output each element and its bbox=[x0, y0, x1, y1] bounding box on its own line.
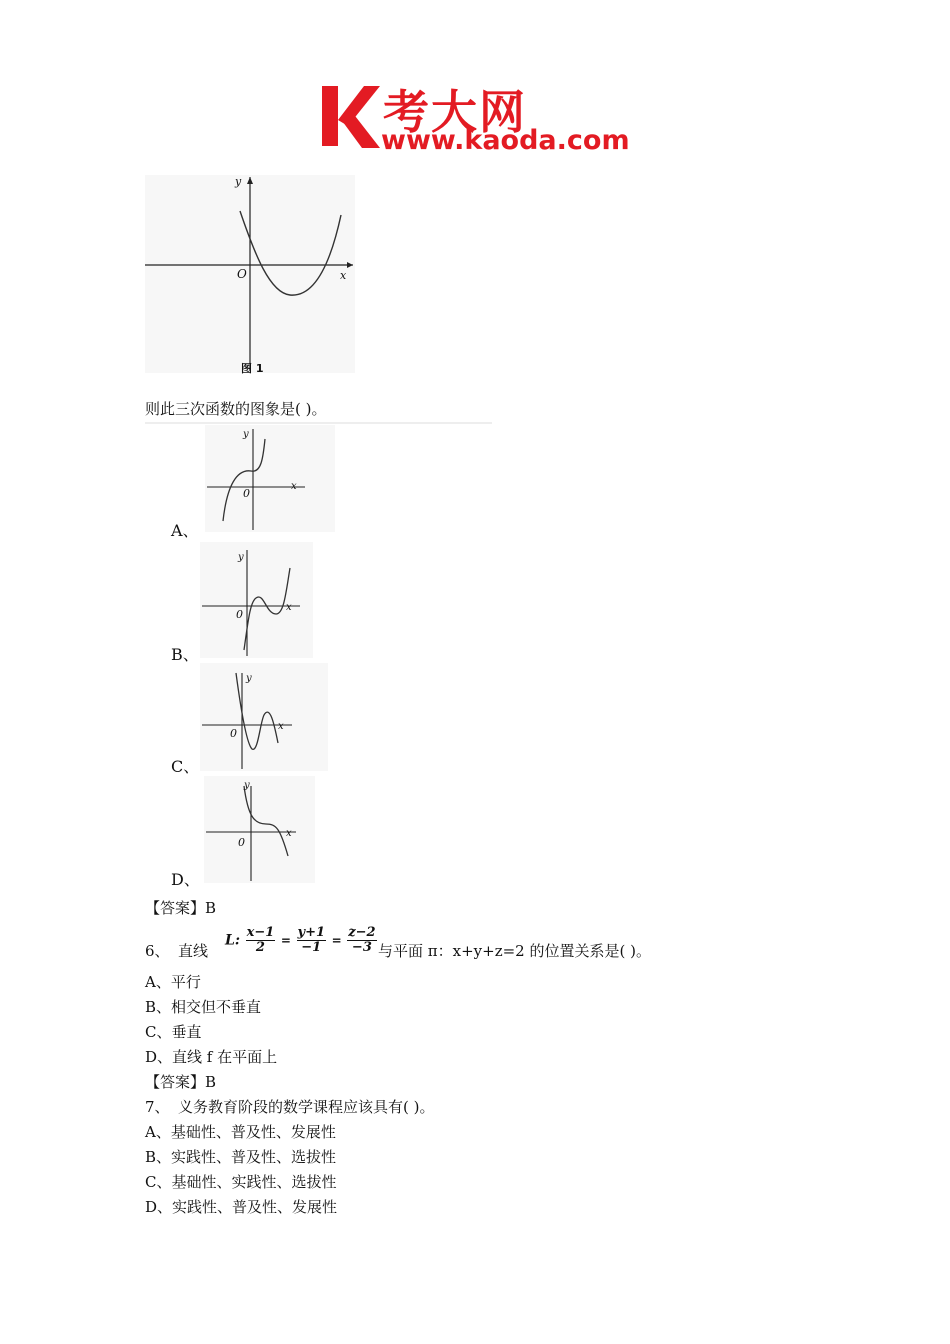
frac1-den: 2 bbox=[255, 940, 265, 955]
graph-b-o: 0 bbox=[236, 608, 243, 621]
graph-c-plot bbox=[200, 663, 328, 771]
figure-1 bbox=[145, 175, 355, 373]
graph-b-y: y bbox=[238, 552, 244, 563]
graph-d-plot bbox=[204, 776, 315, 883]
frac3-den: −3 bbox=[351, 940, 372, 955]
frac2-den: −1 bbox=[301, 940, 322, 955]
q5-option-d-label: D、 bbox=[171, 870, 200, 889]
q7-option-d: D、实践性、普及性、发展性 bbox=[145, 1198, 338, 1216]
q5-option-b-label: B、 bbox=[171, 645, 199, 664]
graph-d-x: x bbox=[286, 828, 292, 839]
q5-option-c-graph[interactable] bbox=[200, 663, 328, 771]
graph-b-x: x bbox=[286, 602, 292, 613]
frac3-num: z−2 bbox=[348, 925, 376, 940]
graph-c-o: 0 bbox=[230, 727, 237, 740]
q6-option-d: D、直线 f 在平面上 bbox=[145, 1048, 278, 1066]
q6-line-formula bbox=[225, 926, 377, 955]
q6-option-a: A、平行 bbox=[145, 973, 201, 991]
q5-option-a-graph[interactable] bbox=[205, 425, 335, 532]
q7-number: 7、 bbox=[145, 1098, 170, 1116]
graph-a-o: 0 bbox=[243, 487, 250, 500]
q5-option-a-label: A、 bbox=[171, 521, 199, 540]
fig1-caption: 图 1 bbox=[241, 362, 264, 375]
logo-brand-text: 考大网 bbox=[383, 85, 527, 139]
graph-c-y: y bbox=[246, 673, 252, 684]
q7-stem: 义务教育阶段的数学课程应该具有( )。 bbox=[178, 1098, 435, 1116]
graph-a-x: x bbox=[291, 481, 297, 492]
formula-name: L: bbox=[225, 932, 241, 949]
graph-d-o: 0 bbox=[238, 836, 245, 849]
q6-option-c: C、垂直 bbox=[145, 1023, 202, 1041]
q6-suffix: 与平面 π：x+y+z=2 的位置关系是( )。 bbox=[378, 942, 651, 960]
q5-option-c-label: C、 bbox=[171, 757, 200, 776]
q6-option-b: B、相交但不垂直 bbox=[145, 998, 262, 1016]
formula-fraction-2 bbox=[297, 926, 327, 955]
graph-a-y: y bbox=[243, 429, 249, 440]
fig1-y-label: y bbox=[235, 175, 242, 188]
q7-option-a: A、基础性、普及性、发展性 bbox=[145, 1123, 336, 1141]
q5-option-d-graph[interactable] bbox=[204, 776, 315, 883]
formula-eq-2: = bbox=[331, 933, 342, 948]
fig1-origin-label: O bbox=[237, 267, 247, 281]
graph-c-x: x bbox=[278, 721, 284, 732]
graph-a-plot bbox=[205, 425, 335, 532]
graph-b-plot bbox=[200, 542, 313, 658]
formula-fraction-3 bbox=[347, 926, 376, 955]
q7-option-c: C、基础性、实践性、选拔性 bbox=[145, 1173, 337, 1191]
q5-option-b-graph[interactable] bbox=[200, 542, 313, 658]
graph-d-y: y bbox=[244, 780, 250, 791]
q7-option-b: B、实践性、普及性、选拔性 bbox=[145, 1148, 337, 1166]
divider bbox=[145, 422, 492, 424]
frac1-num: x−1 bbox=[246, 925, 275, 940]
q5-stem: 则此三次函数的图象是( )。 bbox=[145, 400, 327, 418]
formula-fraction-1 bbox=[246, 926, 276, 955]
logo-k-mark bbox=[318, 82, 382, 152]
q6-prefix: 直线 bbox=[178, 942, 209, 960]
logo-url-text: www.kaoda.com bbox=[381, 125, 630, 156]
formula-eq-1: = bbox=[280, 933, 291, 948]
fig1-x-label: x bbox=[340, 269, 347, 282]
q6-answer: 【答案】B bbox=[145, 1073, 217, 1091]
q5-answer: 【答案】B bbox=[145, 899, 217, 917]
frac2-num: y+1 bbox=[297, 925, 326, 940]
figure-1-graph bbox=[145, 175, 355, 373]
q6-number: 6、 bbox=[145, 942, 170, 960]
